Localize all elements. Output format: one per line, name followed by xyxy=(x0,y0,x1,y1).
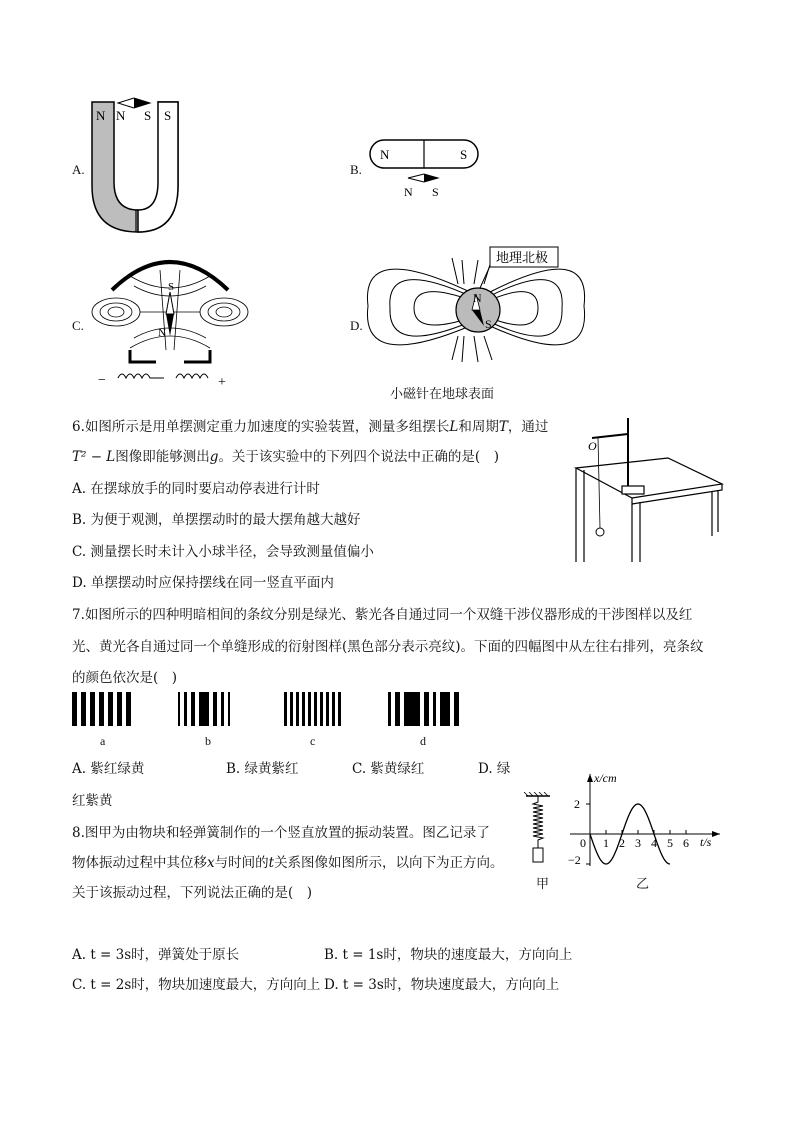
pattern-label-d: d xyxy=(420,734,426,748)
q7-line1: 7.如图所示的四种明暗相间的条纹分别是绿光、紫光各自通过同一个双缝干涉仪器形成的干涉图样以及红 xyxy=(72,607,693,623)
y-tick-neg2: −2 xyxy=(568,853,581,867)
q6-option-a: A. 在摆球放手的同时要启动停表进行计时 xyxy=(72,481,320,497)
pattern-a xyxy=(72,692,131,726)
earth-caption: 小磁针在地球表面 xyxy=(390,387,495,402)
svg-text:S: S xyxy=(485,317,492,331)
q7-option-d: D. 绿 xyxy=(478,761,511,777)
q8-option-c: C. t = 2s时，物块加速度最大，方向向上 xyxy=(72,977,321,993)
q8-option-d: D. t = 3s时，物块速度最大，方向向上 xyxy=(324,977,560,993)
q6-option-d: D. 单摆摆动时应保持摆线在同一竖直平面内 xyxy=(72,575,334,591)
q8-option-b: B. t = 1s时，物块的速度最大，方向向上 xyxy=(324,947,573,963)
option-d-label: D. xyxy=(350,318,363,333)
q7-option-d-wrap: 红紫黄 xyxy=(72,793,113,809)
pattern-b xyxy=(178,692,230,726)
bar-magnet-figure xyxy=(366,136,486,200)
displacement-time-chart xyxy=(560,766,730,876)
pattern-c xyxy=(284,692,341,726)
u-magnet-n: N xyxy=(96,108,106,123)
pattern-label-a: a xyxy=(100,734,106,748)
svg-text:N: N xyxy=(380,147,390,162)
q8-option-a: A. t = 3s时，弹簧处于原长 xyxy=(72,947,240,963)
q8-line2: 物体振动过程中其位移x与时间的t关系图像如图所示，以向下为正方向。 xyxy=(72,855,504,871)
x-tick-label: 0 xyxy=(580,836,586,850)
solenoid-field-figure xyxy=(90,250,250,395)
pattern-d xyxy=(388,692,459,726)
option-c-label: C. xyxy=(72,318,84,333)
q7-option-a: A. 紫红绿黄 xyxy=(72,761,145,777)
q8-line3: 关于该振动过程，下列说法正确的是( ) xyxy=(72,885,313,901)
figure-jia-label: 甲 xyxy=(536,877,550,892)
spring-block-figure xyxy=(522,792,554,872)
q7-option-c: C. 紫黄绿红 xyxy=(352,761,425,777)
pendulum-bob xyxy=(596,528,604,536)
q7-line3: 的颜色依次是( ) xyxy=(72,670,178,686)
q8-line1: 8.图甲为由物块和轻弹簧制作的一个竖直放置的振动装置。图乙记录了 xyxy=(72,825,490,841)
x-tick-label: 6 xyxy=(683,836,689,850)
u-magnet-figure xyxy=(88,96,188,236)
x-tick-label: 2 xyxy=(619,836,625,850)
y-tick-2: 2 xyxy=(574,797,580,811)
fringe-patterns xyxy=(72,692,472,728)
svg-text:N: N xyxy=(473,291,482,305)
q6-line2: T² − L图像即能够测出g。关于该实验中的下列四个说法中正确的是( ) xyxy=(72,449,499,465)
q6-option-c: C. 测量摆长时未计入小球半径，会导致测量值偏小 xyxy=(72,544,374,560)
pattern-label-b: b xyxy=(205,734,211,748)
q7-option-b: B. 绿黄紫红 xyxy=(226,761,299,777)
pattern-label-c: c xyxy=(310,734,316,748)
svg-text:S: S xyxy=(460,147,468,162)
x-tick-label: 5 xyxy=(667,836,673,850)
option-b-label: B. xyxy=(350,162,362,177)
x-axis-label: t/s xyxy=(700,835,712,849)
svg-text:N: N xyxy=(404,185,413,199)
needle-s-label: S xyxy=(144,108,152,123)
geographic-north-label: 地理北极 xyxy=(496,250,549,265)
svg-text:−: − xyxy=(98,373,106,388)
figure-yi-label: 乙 xyxy=(636,877,650,892)
svg-text:N: N xyxy=(158,327,166,339)
q6-option-b: B. 为便于观测，单摆摆动时的最大摆角越大越好 xyxy=(72,512,361,528)
x-tick-label: 4 xyxy=(651,836,657,850)
q7-line2: 光、黄光各自通过同一个单缝形成的衍射图样(黑色部分表示亮纹)。下面的四幅图中从左往右排列，亮条纹 xyxy=(72,639,704,655)
y-axis-label: x/cm xyxy=(594,771,617,785)
x-tick-label: 3 xyxy=(635,836,641,850)
q6-line1: 6.如图所示是用单摆测定重力加速度的实验装置，测量多组摆长L和周期T，通过 xyxy=(72,419,549,435)
svg-text:S: S xyxy=(432,185,439,199)
needle-n-label: N xyxy=(116,108,126,123)
svg-text:S: S xyxy=(168,281,175,293)
option-a-label: A. xyxy=(72,162,85,177)
u-magnet-s: S xyxy=(164,108,172,123)
x-tick-label: 1 xyxy=(603,836,609,850)
earth-field-figure xyxy=(366,244,586,364)
svg-text:+: + xyxy=(218,375,226,390)
pendulum-apparatus-figure xyxy=(572,412,726,568)
svg-text:O: O xyxy=(588,439,597,453)
